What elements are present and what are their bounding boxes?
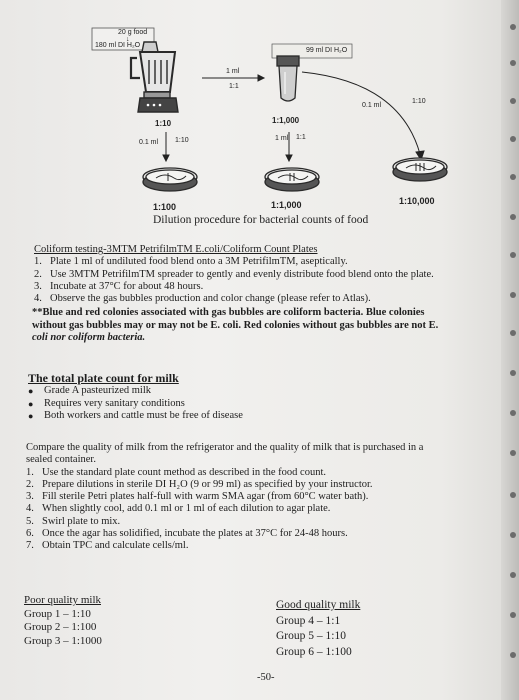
dilution-diagram-graphics xyxy=(0,0,519,235)
middle-drop-volume: 1 ml xyxy=(275,135,289,142)
list-item: Group 5 – 1:10 xyxy=(276,630,346,642)
tube-dilution-ratio: 1:1,000 xyxy=(272,116,300,125)
coliform-section xyxy=(34,244,509,344)
bullet-icon: ● xyxy=(28,386,34,397)
poor-quality-title: Poor quality milk xyxy=(24,594,101,606)
milk-section xyxy=(28,372,488,422)
binder-hole xyxy=(510,492,516,498)
compare-section xyxy=(26,442,504,553)
transfer-volume-label: 1 ml xyxy=(226,68,240,75)
petri-plate-middle-icon xyxy=(265,168,319,191)
compare-intro-line-2: sealed container. xyxy=(26,454,96,466)
compare-intro-line-1: Compare the quality of milk from the refrigerator and the quality of milk that is purchased in a xyxy=(26,442,424,453)
poor-quality-section xyxy=(24,594,204,648)
coliform-note-line-2: without gas bubbles may or may not be E. coli. Red colonies without gas bubbles are not E. xyxy=(32,319,439,331)
bullet-icon: ● xyxy=(28,410,34,421)
list-item: 7. Obtain TPC and calculate cells/ml. xyxy=(26,540,189,552)
left-drop-ratio: 1:10 xyxy=(175,137,189,144)
list-item: ● Both workers and cattle must be free of disease xyxy=(28,409,243,421)
binder-hole xyxy=(510,410,516,416)
binder-hole xyxy=(510,252,516,258)
milk-title: The total plate count for milk xyxy=(28,371,179,385)
list-item: Group 1 – 1:10 xyxy=(24,607,91,620)
blender-label-food: 20 g food xyxy=(118,29,148,36)
list-item: 2. Use 3MTM PetrifilmTM spreader to gently and evenly distribute food blend onto the plate. xyxy=(34,268,434,280)
good-quality-title: Good quality milk xyxy=(276,599,361,611)
transfer-arrow xyxy=(202,75,264,81)
plate-left-dilution: 1:100 xyxy=(153,202,177,212)
binder-hole xyxy=(510,450,516,456)
list-item: ● Grade A pasteurized milk xyxy=(28,385,152,397)
list-item: 2. Prepare dilutions in sterile DI H₂O (9 or 99 ml) as specified by your instructor. xyxy=(26,478,373,490)
blender-label-arrow: ↓ xyxy=(126,36,130,43)
bullet-icon: ● xyxy=(28,398,34,409)
list-item: 3. Incubate at 37°C for about 48 hours. xyxy=(34,280,204,292)
list-item: Group 6 – 1:100 xyxy=(276,645,352,658)
diagram-caption: Dilution procedure for bacterial counts of food xyxy=(153,214,369,226)
binder-hole xyxy=(510,292,516,298)
binder-hole xyxy=(510,652,516,658)
drop-arrow-left xyxy=(163,132,169,161)
left-drop-volume: 0.1 ml xyxy=(139,139,159,146)
blender-label-water: 180 ml DI H₂O xyxy=(95,42,141,49)
binder-hole xyxy=(510,330,516,336)
plate-right-dilution: 1:10,000 xyxy=(399,196,435,206)
list-item: 6. Once the agar has solidified, incubate the plates at 37°C for 24-48 hours. xyxy=(26,528,348,540)
transfer-ratio-label: 1:1 xyxy=(229,83,239,90)
binder-hole xyxy=(510,572,516,578)
compare-steps xyxy=(26,467,504,553)
blender-icon xyxy=(92,28,178,112)
curve-ratio: 1:10 xyxy=(412,98,426,105)
plate-middle-dilution: 1:1,000 xyxy=(271,200,302,210)
milk-bullets xyxy=(28,385,488,422)
binder-hole xyxy=(510,612,516,618)
blender-dilution-ratio: 1:10 xyxy=(155,119,172,128)
list-item: 4. Observe the gas bubbles production and color change (please refer to Atlas). xyxy=(34,293,371,305)
middle-drop-ratio: 1:1 xyxy=(296,134,306,141)
page-number: -50- xyxy=(257,672,275,683)
list-item: 1. Plate 1 ml of undiluted food blend onto a 3M PetrifilmTM, aseptically. xyxy=(34,256,348,268)
list-item: Group 3 – 1:1000 xyxy=(24,634,102,647)
coliform-note-line-3: coli nor coliform bacteria. xyxy=(32,332,146,344)
curved-transfer-arrow xyxy=(302,72,424,160)
list-item: 4. When slightly cool, add 0.1 ml or 1 ml of each dilution to agar plate. xyxy=(26,503,331,515)
list-item: Group 2 – 1:100 xyxy=(24,621,97,633)
binder-hole xyxy=(510,532,516,538)
binder-hole xyxy=(510,370,516,376)
curve-volume: 0.1 ml xyxy=(362,102,382,109)
list-item: ● Requires very sanitary conditions xyxy=(28,397,185,409)
petri-plate-left-icon xyxy=(143,168,197,191)
tube-label-water: 99 ml DI H₂O xyxy=(306,47,348,54)
list-item: 3. Fill sterile Petri plates half-full with warm SMA agar (from 60°C water bath). xyxy=(26,491,369,503)
coliform-note-line-1: **Blue and red colonies associated with gas bubbles are coliform bacteria. Blue colonies xyxy=(32,307,425,319)
good-quality-section xyxy=(276,598,456,660)
list-item: 5. Swirl plate to mix. xyxy=(26,515,121,527)
list-item: Group 4 – 1:1 xyxy=(276,614,341,627)
coliform-title: Coliform testing-3MTM PetrifilmTM E.coli/Coliform Count Plates xyxy=(34,244,318,255)
dilution-diagram xyxy=(0,0,519,235)
petri-plate-right-icon xyxy=(393,158,447,181)
list-item: 1. Use the standard plate count method as described in the food count. xyxy=(26,466,327,478)
coliform-steps xyxy=(34,256,509,305)
